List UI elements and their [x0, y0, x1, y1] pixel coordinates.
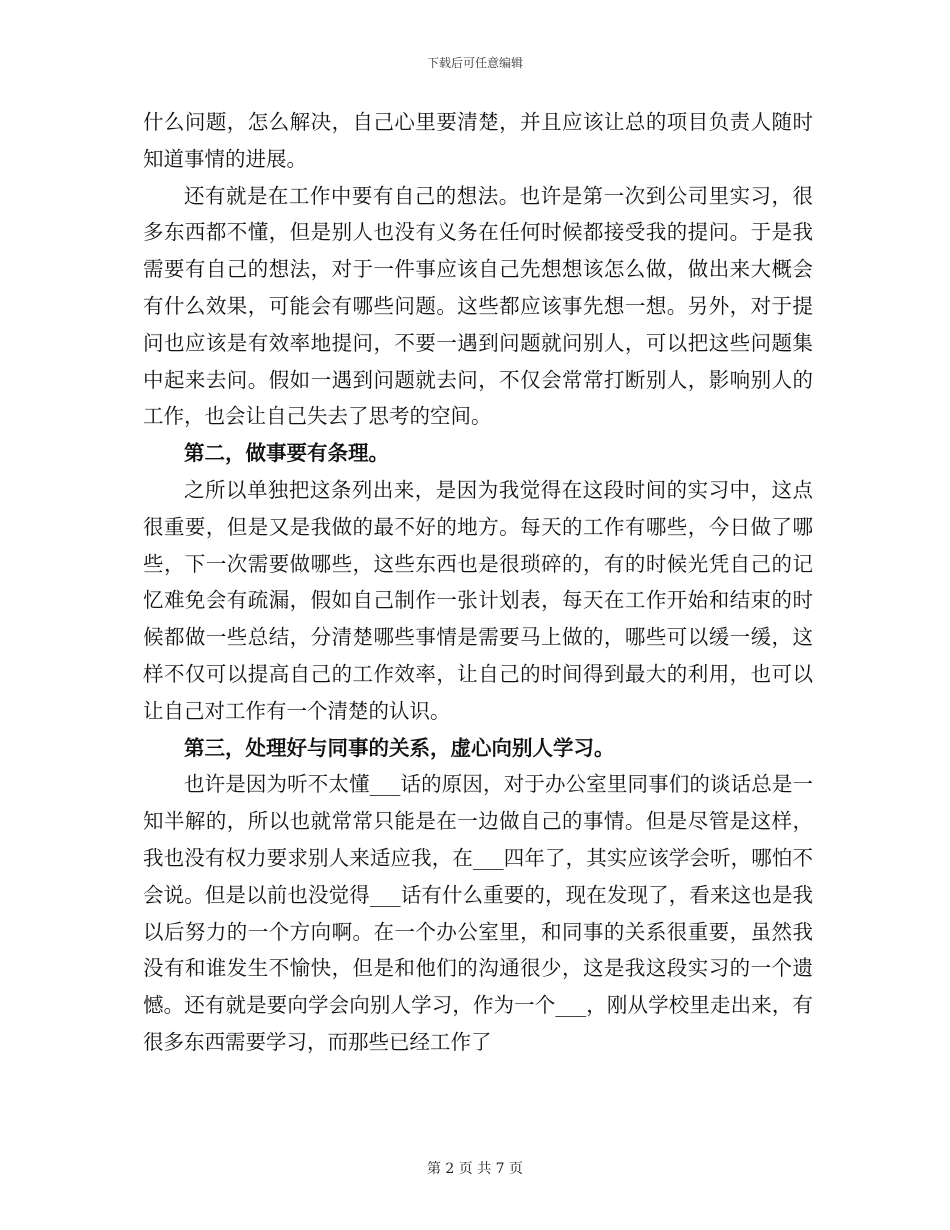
page-number: 第 2 页 共 7 页	[426, 1161, 524, 1177]
paragraph-1: 什么问题，怎么解决，自己心里要清楚，并且应该让总的项目负责人随时知道事情的进展。	[143, 110, 813, 171]
section-heading-3: 第三，处理好与同事的关系，虚心向别人学习。	[184, 735, 615, 760]
paragraph-2: 还有就是在工作中要有自己的想法。也许是第一次到公司里实习，很多东西都不懂，但是别人也没有义务在任何时候都接受我的提问。于是我需要有自己的想法，对于一件事应该自己先想想该怎么做，做出来大概会有什么效果，可能会有哪些问题。这些都应该事先想一想。另外，对于提问也应该是有效率地提问，不要一遇到问题就问别人，可以把这些问题集中起来去问。假如一遇到问题就去问，不仅会常常打断别人，影响别人的工作，也会让自己失去了思考的空间。	[143, 183, 813, 429]
paragraph-3: 之所以单独把这条列出来，是因为我觉得在这段时间的实习中，这点很重要，但是又是我做的最不好的地方。每天的工作有哪些，今日做了哪些，下一次需要做哪些，这些东西也是很琐碎的，有的时候光凭自己的记忆难免会有疏漏，假如自己制作一张计划表，每天在工作开始和结束的时候都做一些总结，分清楚哪些事情是需要马上做的，哪些可以缓一缓，这样不仅可以提高自己的工作效率，让自己的时间得到最大的利用，也可以让自己对工作有一个清楚的认识。	[143, 477, 813, 723]
page-header: 下载后可任意编辑	[426, 56, 523, 70]
section-heading-2: 第二，做事要有条理。	[184, 441, 389, 466]
document-body	[143, 104, 813, 1061]
paragraph-4: 也许是因为听不太懂___话的原因，对于办公室里同事们的谈话总是一知半解的，所以也就常常只能是在一边做自己的事情。但是尽管是这样，我也没有权力要求别人来适应我，在___四年了，其实应该学会听，哪怕不会说。但是以前也没觉得___话有什么重要的，现在发现了，看来这也是我以后努力的一个方向啊。在一个办公室里，和同事的关系很重要，虽然我没有和谁发生不愉快，但是和他们的沟通很少，这是我这段实习的一个遗憾。还有就是要向学会向别人学习，作为一个___，刚从学校里走出来，有很多东西需要学习，而那些已经工作了	[143, 772, 813, 1054]
